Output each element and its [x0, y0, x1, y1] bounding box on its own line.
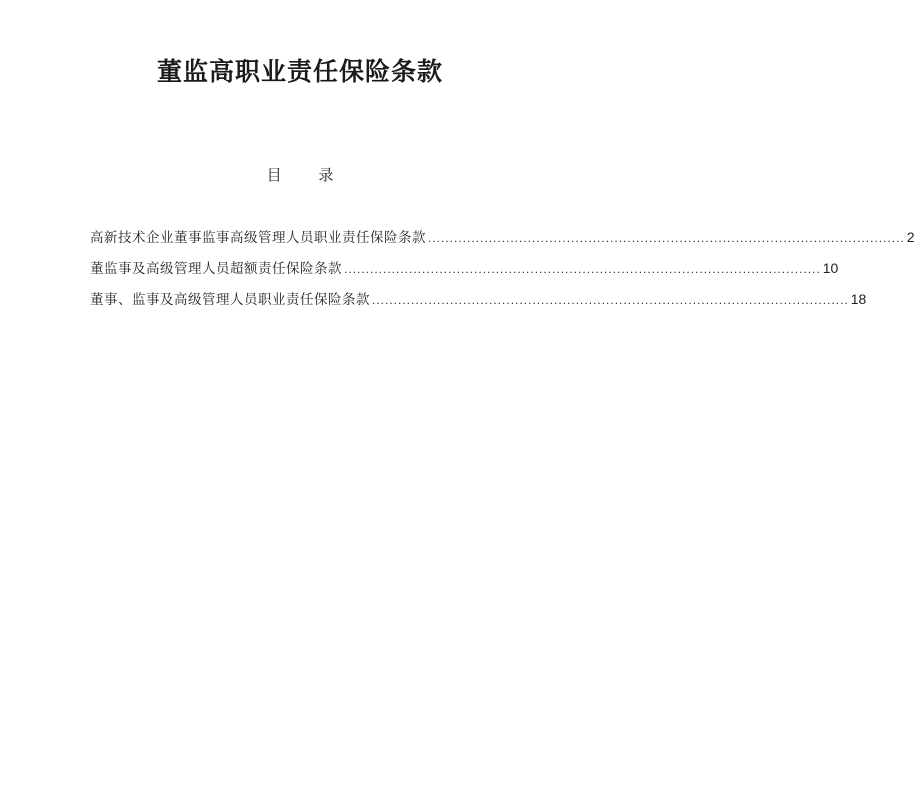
document-title: 董监高职业责任保险条款 [156, 57, 443, 86]
table-of-contents [90, 226, 915, 319]
toc-dot-leader: .............................................................................................................. [428, 231, 905, 245]
toc-entry[interactable] [90, 226, 915, 257]
toc-dot-leader: .............................................................................................................. [344, 262, 821, 276]
toc-entry-title: 董监事及高级管理人员超额责任保险条款 [90, 261, 342, 277]
toc-entry-title: 高新技术企业董事监事高级管理人员职业责任保险条款 [90, 230, 426, 246]
toc-entry[interactable] [90, 257, 839, 288]
toc-heading: 目 录 [266, 166, 350, 184]
toc-entry[interactable] [90, 288, 867, 319]
toc-page-number: 18 [850, 291, 867, 307]
toc-dot-leader: .............................................................................................................. [372, 293, 849, 307]
toc-entry-title: 董事、监事及高级管理人员职业责任保险条款 [90, 292, 370, 308]
toc-page-number: 2 [906, 229, 915, 245]
toc-page-number: 10 [822, 260, 839, 276]
